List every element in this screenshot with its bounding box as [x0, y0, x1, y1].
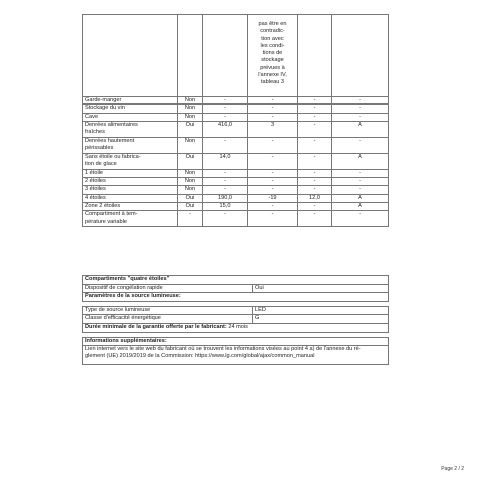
compartment-label-line: 3 étoiles	[85, 186, 106, 193]
cell-cls: A	[332, 121, 389, 137]
cell-vol: 15,0	[203, 203, 248, 211]
cell-present: Non	[178, 113, 203, 121]
cell-freeze: -	[298, 121, 332, 137]
cell-vol: 14,0	[203, 153, 248, 169]
cell-freeze: -	[298, 105, 332, 113]
cell-present: -	[178, 211, 203, 227]
cell-present: Oui	[178, 203, 203, 211]
cell-present: Non	[178, 178, 203, 186]
light-type-value: LED	[253, 306, 389, 315]
top-table	[82, 14, 389, 104]
compartment-label	[83, 178, 178, 186]
rapid-freeze-label: Dispositif de congélation rapide	[83, 284, 253, 293]
compartment-table	[82, 96, 389, 227]
note-line: contradic-	[260, 28, 285, 35]
note-line: tion avec	[261, 35, 284, 42]
rapid-freeze-value: Oui	[253, 284, 389, 293]
note-line: les condi-	[260, 42, 285, 49]
table-row	[83, 178, 389, 186]
compartment-label	[83, 194, 178, 202]
cell-temp: -	[248, 105, 298, 113]
table-row	[83, 203, 389, 211]
top-cell-empty	[178, 15, 203, 104]
cell-vol: -	[203, 105, 248, 113]
cell-vol: -	[203, 186, 248, 194]
extra-text-line: Lien internet vers le site web du fabricant où se trouvent les informations visées au point 4 a) de l'annexe du rè-	[85, 346, 361, 353]
cell-vol: -	[203, 97, 248, 105]
compartment-label	[83, 211, 178, 227]
cell-cls: A	[332, 194, 389, 202]
cell-present: Oui	[178, 153, 203, 169]
table-row	[83, 121, 389, 137]
compartment-label-line: Denrées alimentaires	[85, 121, 138, 128]
page-footer: Page 2 / 2	[441, 466, 464, 472]
cell-cls: -	[332, 186, 389, 194]
light-type-label: Type de source lumineuse	[83, 306, 253, 315]
cell-vol: -	[203, 211, 248, 227]
cell-freeze: -	[298, 211, 332, 227]
cell-cls: -	[332, 97, 389, 105]
cell-freeze: -	[298, 97, 332, 105]
storage-note	[248, 15, 298, 104]
compartment-label	[83, 113, 178, 121]
table-row	[83, 113, 389, 121]
cell-cls: A	[332, 153, 389, 169]
compartment-label	[83, 121, 178, 137]
compartment-label-line: Zone 2 étoiles	[85, 203, 121, 210]
cell-vol: -	[203, 169, 248, 177]
cell-present: Non	[178, 186, 203, 194]
warranty-label: Durée minimale de la garantie offerte par le fabricant:	[85, 323, 227, 330]
cell-temp: -	[248, 97, 298, 105]
compartment-label	[83, 97, 178, 105]
cell-cls: -	[332, 211, 389, 227]
compartment-label-line: tion de glace	[85, 161, 117, 168]
cell-temp: -	[248, 169, 298, 177]
note-line: tableau 3	[260, 79, 285, 86]
note-line: prévues à	[260, 64, 285, 71]
top-cell-empty	[298, 15, 332, 104]
cell-present: Non	[178, 97, 203, 105]
cell-cls: -	[332, 113, 389, 121]
cell-freeze: 12,0	[298, 194, 332, 202]
cell-cls: -	[332, 178, 389, 186]
cell-freeze: -	[298, 203, 332, 211]
cell-vol: 416,0	[203, 121, 248, 137]
cell-temp: -	[248, 211, 298, 227]
table-row	[83, 211, 389, 227]
cell-cls: -	[332, 169, 389, 177]
extra-text-line: glement (UE) 2019/2019 de la Commission: https://www.lg.com/global/ajax/common_manual	[85, 353, 315, 360]
table-row	[83, 153, 389, 169]
cell-temp: 3	[248, 121, 298, 137]
compartment-label	[83, 105, 178, 113]
compartment-label-line: 4 étoiles	[85, 194, 106, 201]
note-line: pas être en	[258, 21, 287, 27]
compartment-label-line: Compartiment à tem-	[85, 211, 138, 218]
cell-freeze: -	[298, 113, 332, 121]
cell-present: Oui	[178, 121, 203, 137]
cell-freeze: -	[298, 153, 332, 169]
note-line: tions de	[262, 50, 283, 57]
warranty-row	[83, 323, 389, 332]
cell-vol: -	[203, 113, 248, 121]
compartment-label	[83, 169, 178, 177]
compartment-label-line: 1 étoile	[85, 169, 104, 176]
compartment-label	[83, 203, 178, 211]
compartment-label-line: Cave	[85, 113, 99, 120]
cell-temp: -	[248, 137, 298, 153]
light-heading: Paramètres de la source lumineuse:	[83, 293, 389, 302]
table-row	[83, 194, 389, 202]
info-table	[82, 275, 389, 365]
cell-temp: -19	[248, 194, 298, 202]
compartment-label	[83, 186, 178, 194]
compartment-label-line: Stockage du vin	[85, 105, 125, 112]
compartment-label-line: Denrées hautement	[85, 137, 135, 144]
compartment-label-line: 2 étoiles	[85, 178, 106, 185]
table-row	[83, 137, 389, 153]
cell-freeze: -	[298, 137, 332, 153]
cell-vol: -	[203, 178, 248, 186]
cell-present: Oui	[178, 194, 203, 202]
top-cell-empty	[332, 15, 389, 104]
cell-cls: A	[332, 203, 389, 211]
light-class-label: Classe d'efficacité énergétique	[83, 315, 253, 324]
table-row	[83, 97, 389, 105]
table-row	[83, 169, 389, 177]
cell-present: Non	[178, 169, 203, 177]
table-row	[83, 105, 389, 113]
cell-freeze: -	[298, 169, 332, 177]
cell-temp: -	[248, 186, 298, 194]
cell-temp: -	[248, 178, 298, 186]
top-cell-empty	[83, 15, 178, 104]
cell-present: Non	[178, 137, 203, 153]
compartment-label-line: fraîches	[85, 129, 105, 136]
cell-freeze: -	[298, 186, 332, 194]
note-line: stockage	[261, 57, 284, 64]
cell-vol: -	[203, 137, 248, 153]
light-class-value: G	[253, 315, 389, 324]
cell-cls: -	[332, 137, 389, 153]
compartment-label	[83, 153, 178, 169]
top-cell-empty	[203, 15, 248, 104]
compartment-label-line: pérature variable	[85, 218, 127, 225]
cell-temp: -	[248, 203, 298, 211]
cell-temp: -	[248, 153, 298, 169]
compartment-label-line: Garde-manger	[85, 97, 122, 103]
cell-freeze: -	[298, 178, 332, 186]
cell-cls: -	[332, 105, 389, 113]
extra-heading: Informations supplémentaires:	[83, 337, 389, 346]
extra-text	[83, 346, 389, 365]
warranty-value: 24 mois	[228, 323, 248, 330]
table-row	[83, 186, 389, 194]
cell-temp: -	[248, 113, 298, 121]
compartment-label-line: périssables	[85, 145, 114, 152]
compartment-label	[83, 137, 178, 153]
note-line: l'annexe IV,	[258, 72, 287, 79]
compartment-label-line: Sans étoile ou fabrica-	[85, 153, 141, 160]
cell-vol: 190,0	[203, 194, 248, 202]
four-star-heading: Compartiments "quatre étoiles"	[83, 276, 389, 285]
cell-present: Non	[178, 105, 203, 113]
